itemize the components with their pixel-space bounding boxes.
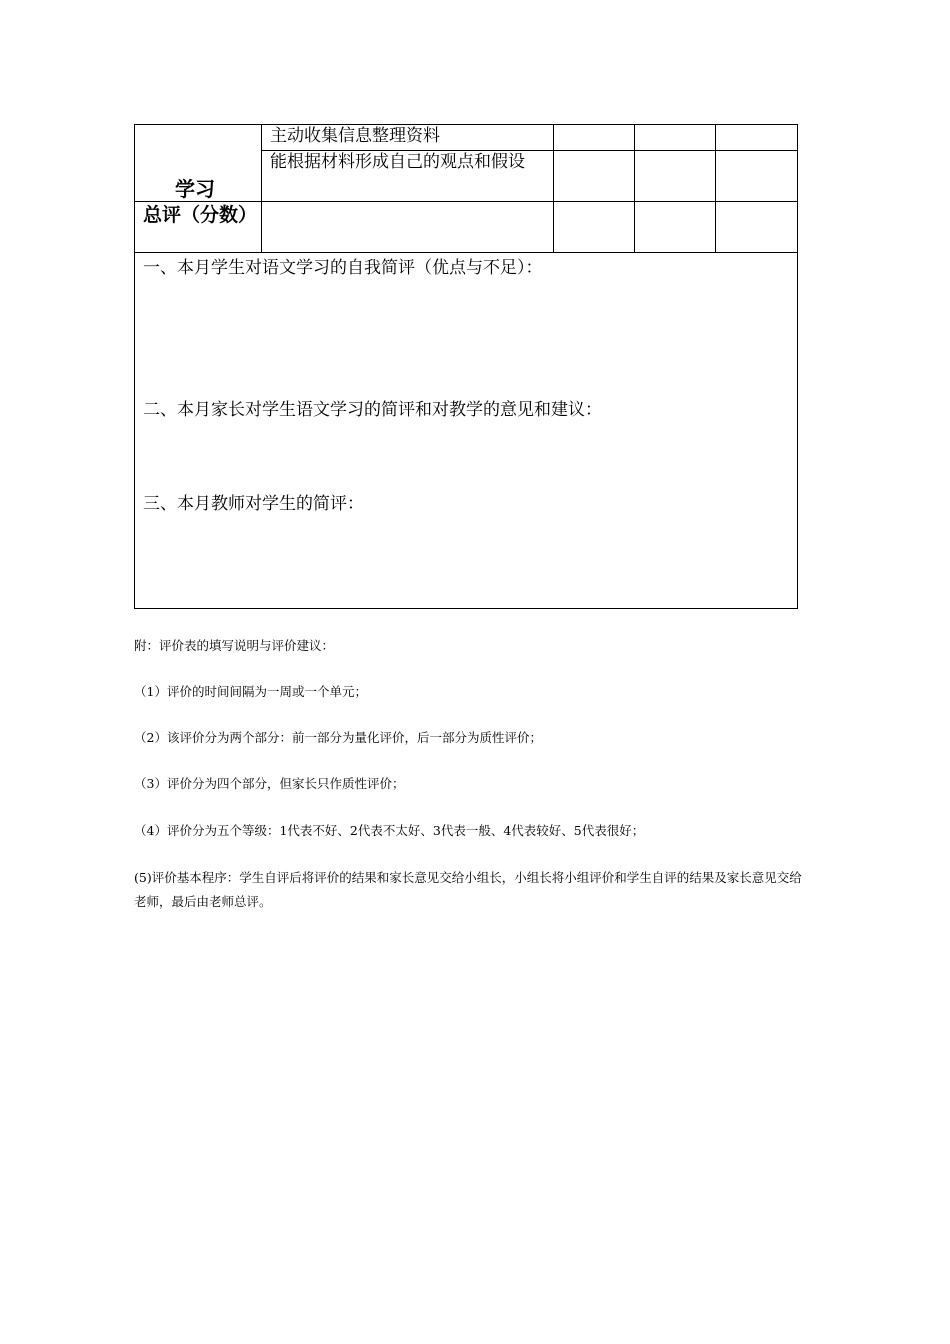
score-cell[interactable] — [716, 202, 798, 253]
evaluation-table — [134, 124, 798, 609]
total-label: 总评（分数） — [143, 204, 258, 226]
item-cell — [262, 125, 554, 151]
note-item: (5)评价基本程序：学生自评后将评价的结果和家长意见交给小组长，小组长将小组评价和学生自评的结果及家长意见交给老师，最后由老师总评。 — [134, 870, 802, 909]
item-cell — [262, 151, 554, 202]
score-cell[interactable] — [635, 202, 716, 253]
teacher-review-label: 三、本月教师对学生的简评： — [143, 494, 364, 514]
note-item: （2）该评价分为两个部分：前一部分为量化评价，后一部分为质性评价； — [134, 730, 542, 745]
score-cell[interactable] — [716, 125, 798, 151]
table-row — [135, 125, 798, 151]
score-cell[interactable] — [635, 125, 716, 151]
student-self-review-label: 一、本月学生对语文学习的自我简评（优点与不足）： — [143, 258, 543, 278]
item-text: 能根据材料形成自己的观点和假设 — [270, 152, 525, 172]
score-cell[interactable] — [716, 151, 798, 202]
score-cell[interactable] — [554, 202, 635, 253]
note-item: （4）评价分为五个等级：1代表不好、2代表不太好、3代表一般、4代表较好、5代表很好； — [134, 823, 645, 838]
table-row — [135, 253, 798, 609]
score-cell[interactable] — [635, 151, 716, 202]
comment-cell[interactable] — [135, 253, 798, 609]
total-item-cell[interactable] — [262, 202, 554, 253]
note-item: （3）评价分为四个部分，但家长只作质性评价； — [134, 776, 405, 791]
score-cell[interactable] — [554, 151, 635, 202]
total-label-cell — [135, 202, 262, 253]
score-cell[interactable] — [554, 125, 635, 151]
table-row — [135, 202, 798, 253]
category-label: 学习 — [175, 177, 215, 201]
item-text: 主动收集信息整理资料 — [270, 126, 440, 146]
note-item: （1）评价的时间间隔为一周或一个单元； — [134, 684, 367, 699]
notes-heading: 附：评价表的填写说明与评价建议： — [134, 638, 335, 653]
category-cell — [135, 125, 262, 202]
parent-review-label: 二、本月家长对学生语文学习的简评和对教学的意见和建议： — [143, 400, 602, 420]
